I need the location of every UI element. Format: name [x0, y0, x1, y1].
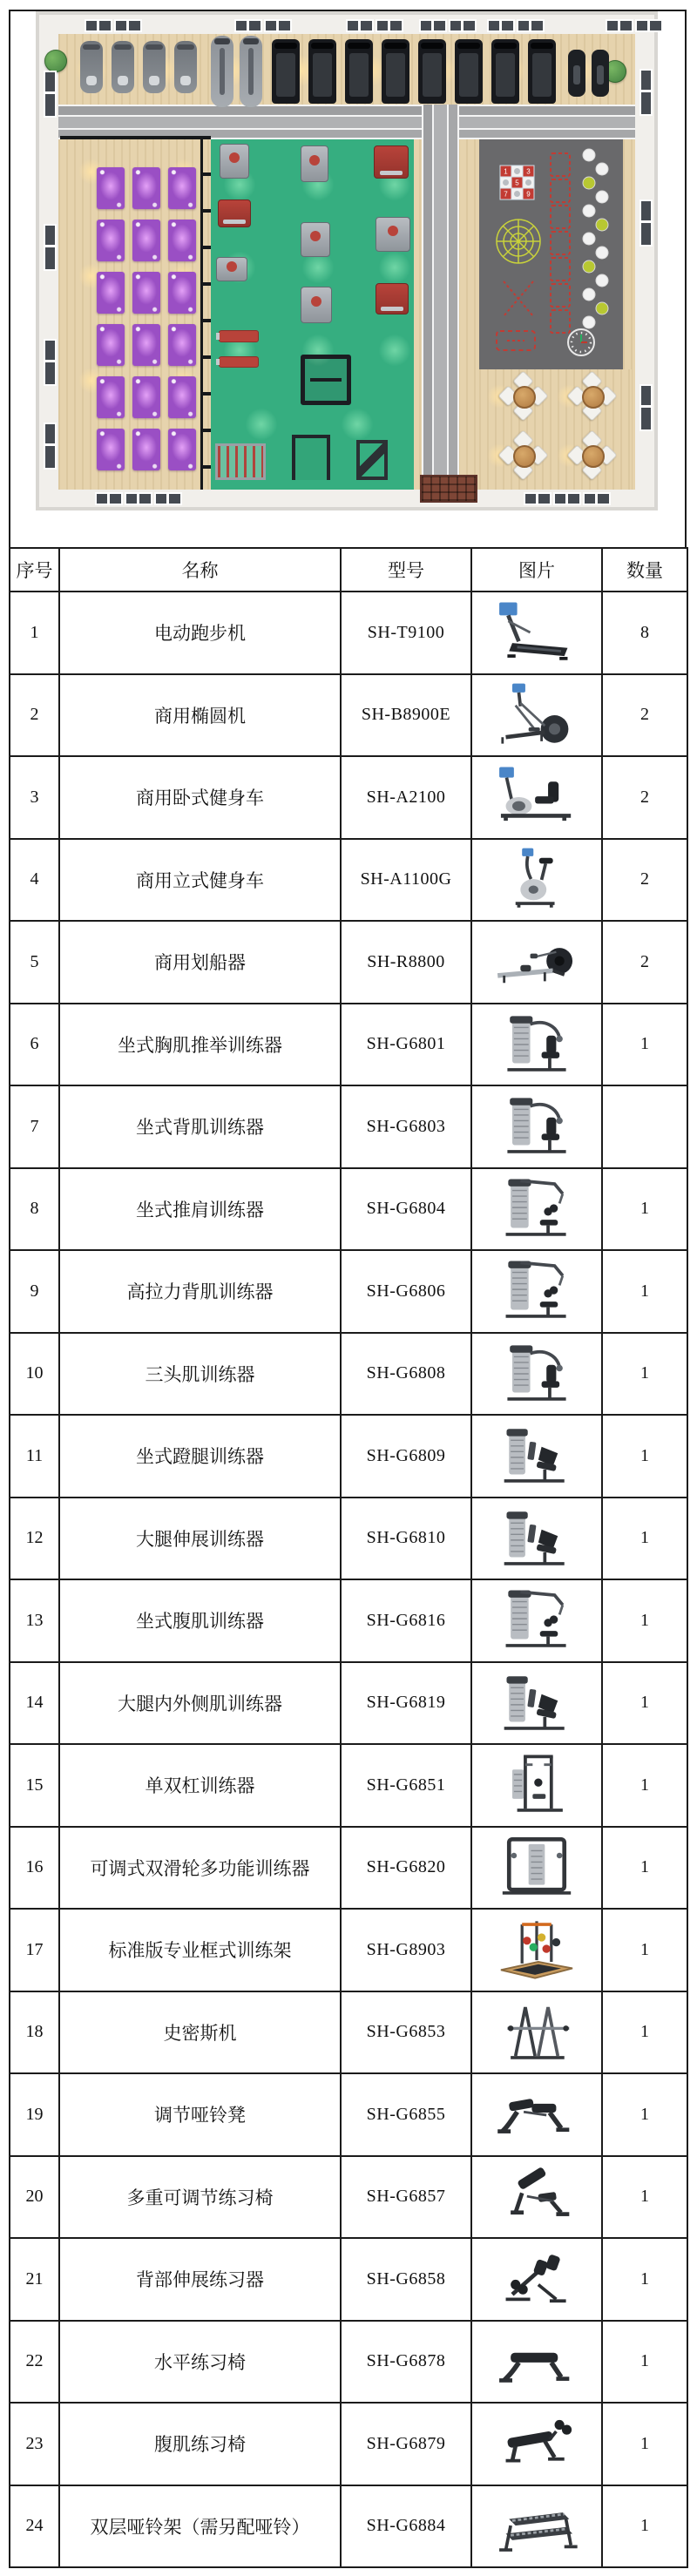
- item-quantity: 1: [602, 1333, 687, 1416]
- window-icon: [606, 19, 633, 32]
- window-icon: [95, 492, 123, 505]
- table-row: [10, 2156, 687, 2239]
- row-number: 15: [10, 1744, 59, 1827]
- item-name: 可调式双滑轮多功能训练器: [59, 1827, 341, 1910]
- yoga-mat-marker: [97, 167, 125, 209]
- item-quantity: 1: [602, 1498, 687, 1580]
- yoga-mat-marker: [97, 220, 125, 261]
- window-icon: [44, 339, 57, 386]
- recumbent-bike-icon: [485, 761, 588, 834]
- item-quantity: 2: [602, 839, 687, 922]
- row-number: 19: [10, 2073, 59, 2156]
- web-marking: [497, 220, 540, 263]
- machine-press-icon: [485, 1008, 588, 1081]
- item-photo-cell: [471, 674, 602, 757]
- item-model: SH-G6858: [341, 2238, 471, 2321]
- window-icon: [639, 384, 653, 431]
- item-name: 水平练习椅: [59, 2321, 341, 2404]
- elliptical-marker: [240, 36, 262, 107]
- rack-platform-icon: [485, 1913, 588, 1986]
- window-icon: [639, 69, 653, 116]
- table-row: [10, 1498, 687, 1580]
- row-number: 7: [10, 1085, 59, 1168]
- table-row: [10, 1250, 687, 1333]
- functional-zone: [479, 139, 623, 369]
- table-row: [10, 1827, 687, 1910]
- table-row: [10, 2238, 687, 2321]
- item-model: SH-G6819: [341, 1662, 471, 1745]
- strength-machine-marker: [220, 144, 249, 179]
- window-icon: [234, 19, 262, 32]
- table-row: [10, 756, 687, 839]
- item-photo-cell: [471, 1168, 602, 1251]
- cafe-table-marker: [582, 445, 605, 468]
- item-name: 商用划船器: [59, 921, 341, 1004]
- cafe-table-marker: [513, 386, 536, 409]
- yoga-mat-marker: [168, 429, 196, 470]
- header-qty: 数量: [602, 548, 687, 592]
- item-name: 商用立式健身车: [59, 839, 341, 922]
- window-icon: [449, 19, 477, 32]
- item-name: 标准版专业框式训练架: [59, 1909, 341, 1991]
- item-model: SH-G6809: [341, 1415, 471, 1498]
- item-name: 坐式推肩训练器: [59, 1168, 341, 1251]
- item-model: SH-G6804: [341, 1168, 471, 1251]
- window-icon: [419, 19, 447, 32]
- yoga-mat-marker: [132, 220, 160, 261]
- grid-number: 1: [504, 167, 508, 176]
- bike-marker: [143, 41, 166, 93]
- item-name: 单双杠训练器: [59, 1744, 341, 1827]
- item-quantity: 1: [602, 1004, 687, 1086]
- row-number: 8: [10, 1168, 59, 1251]
- item-name: 背部伸展练习器: [59, 2238, 341, 2321]
- rower-icon: [485, 925, 588, 998]
- row-number: 22: [10, 2321, 59, 2404]
- table-row: [10, 1909, 687, 1991]
- spin-bike-marker: [592, 50, 609, 97]
- item-photo-cell: [471, 1744, 602, 1827]
- row-number: 11: [10, 1415, 59, 1498]
- strength-machine-marker: [301, 287, 332, 323]
- yoga-mat-marker: [132, 272, 160, 314]
- plant-icon: [44, 50, 67, 72]
- item-photo-cell: [471, 2485, 602, 2568]
- item-photo-cell: [471, 2238, 602, 2321]
- gym-floorplan: [9, 10, 687, 547]
- row-number: 23: [10, 2403, 59, 2485]
- table-row: [10, 921, 687, 1004]
- item-model: SH-G8903: [341, 1909, 471, 1991]
- strength-machine-marker: [218, 199, 251, 227]
- entrance-mat: [420, 475, 477, 503]
- item-photo-cell: [471, 1004, 602, 1086]
- item-name: 三头肌训练器: [59, 1333, 341, 1416]
- item-quantity: [602, 1085, 687, 1168]
- table-row: [10, 2321, 687, 2404]
- item-photo-cell: [471, 1909, 602, 1991]
- item-model: SH-G6801: [341, 1004, 471, 1086]
- yoga-mat-marker: [168, 220, 196, 261]
- item-name: 坐式胸肌推举训练器: [59, 1004, 341, 1086]
- item-quantity: 1: [602, 1744, 687, 1827]
- grid-number: 9: [526, 190, 531, 199]
- item-model: SH-A2100: [341, 756, 471, 839]
- window-icon: [44, 71, 57, 118]
- item-model: SH-G6803: [341, 1085, 471, 1168]
- glass-partition-top: [60, 136, 211, 139]
- item-name: 腹肌练习椅: [59, 2403, 341, 2485]
- elliptical-marker: [211, 36, 233, 107]
- x-drill-marking: [504, 281, 533, 316]
- gym-building: [39, 15, 654, 507]
- equipment-table: [9, 547, 688, 2568]
- elliptical-icon: [485, 679, 588, 752]
- header-no: 序号: [10, 548, 59, 592]
- yoga-mat-marker: [132, 167, 160, 209]
- bike-marker: [112, 41, 134, 93]
- item-model: SH-G6816: [341, 1579, 471, 1662]
- bike-marker: [174, 41, 197, 93]
- item-photo-cell: [471, 1662, 602, 1745]
- table-row: [10, 2485, 687, 2568]
- treadmill-marker: [528, 39, 556, 104]
- item-quantity: 1: [602, 2156, 687, 2239]
- item-name: 大腿伸展训练器: [59, 1498, 341, 1580]
- window-icon: [553, 492, 581, 505]
- yoga-mat-marker: [168, 167, 196, 209]
- item-name: 电动跑步机: [59, 592, 341, 674]
- grid-number: 7: [504, 190, 508, 199]
- back-extension-icon: [485, 2242, 588, 2316]
- table-row: [10, 1085, 687, 1168]
- item-quantity: 1: [602, 1415, 687, 1498]
- machine-tall-icon: [485, 1173, 588, 1246]
- yoga-mat-marker: [132, 324, 160, 366]
- yoga-mat-marker: [97, 429, 125, 470]
- table-row: [10, 839, 687, 922]
- item-photo-cell: [471, 2403, 602, 2485]
- item-photo-cell: [471, 921, 602, 1004]
- item-quantity: 1: [602, 1662, 687, 1745]
- machine-tall-icon: [485, 1254, 588, 1328]
- item-photo-cell: [471, 756, 602, 839]
- tower-icon: [485, 1748, 588, 1822]
- table-row: [10, 1579, 687, 1662]
- row-number: 17: [10, 1909, 59, 1991]
- agility-ladder-marking: [551, 153, 570, 333]
- item-model: SH-G6806: [341, 1250, 471, 1333]
- item-model: SH-G6879: [341, 2403, 471, 2485]
- grid-number: 3: [526, 167, 531, 176]
- machine-leg-icon: [485, 1419, 588, 1492]
- table-row: [10, 1168, 687, 1251]
- upright-bike-icon: [485, 843, 588, 916]
- item-model: SH-G6884: [341, 2485, 471, 2568]
- walking-track-horizontal: [58, 105, 635, 139]
- window-icon: [125, 492, 152, 505]
- strength-machine-marker: [215, 443, 266, 480]
- row-number: 10: [10, 1333, 59, 1416]
- item-quantity: 8: [602, 592, 687, 674]
- row-number: 21: [10, 2238, 59, 2321]
- item-name: 大腿内外侧肌训练器: [59, 1662, 341, 1745]
- item-model: SH-G6808: [341, 1333, 471, 1416]
- item-quantity: 2: [602, 756, 687, 839]
- cafe-table-marker: [582, 386, 605, 409]
- row-number: 18: [10, 1991, 59, 2074]
- bike-marker: [80, 41, 103, 93]
- treadmill-marker: [491, 39, 519, 104]
- spin-bike-marker: [568, 50, 585, 97]
- yoga-mat-marker: [97, 272, 125, 314]
- item-name: 双层哑铃架（需另配哑铃）: [59, 2485, 341, 2568]
- walking-track-vertical: [422, 105, 459, 490]
- window-icon: [154, 492, 182, 505]
- strength-machine-marker: [292, 435, 330, 480]
- item-name: 坐式腹肌训练器: [59, 1579, 341, 1662]
- treadmill-marker: [308, 39, 336, 104]
- item-photo-cell: [471, 1085, 602, 1168]
- window-icon: [487, 19, 515, 32]
- item-model: SH-G6853: [341, 1991, 471, 2074]
- item-name: 商用卧式健身车: [59, 756, 341, 839]
- row-number: 12: [10, 1498, 59, 1580]
- item-name: 调节哑铃凳: [59, 2073, 341, 2156]
- item-model: SH-B8900E: [341, 674, 471, 757]
- table-row: [10, 1415, 687, 1498]
- clock-marking: [568, 329, 594, 355]
- smith-icon: [485, 1996, 588, 2069]
- item-name: 商用椭圆机: [59, 674, 341, 757]
- item-photo-cell: [471, 1579, 602, 1662]
- window-icon: [44, 423, 57, 470]
- item-name: 坐式背肌训练器: [59, 1085, 341, 1168]
- item-photo-cell: [471, 839, 602, 922]
- row-number: 3: [10, 756, 59, 839]
- item-quantity: 1: [602, 2073, 687, 2156]
- bench-flat-icon: [485, 2325, 588, 2398]
- header-photo: 图片: [471, 548, 602, 592]
- item-model: SH-G6878: [341, 2321, 471, 2404]
- item-photo-cell: [471, 1415, 602, 1498]
- item-photo-cell: [471, 1827, 602, 1910]
- treadmill-marker: [345, 39, 373, 104]
- window-icon: [44, 224, 57, 271]
- row-number: 20: [10, 2156, 59, 2239]
- item-model: SH-G6857: [341, 2156, 471, 2239]
- item-quantity: 1: [602, 1250, 687, 1333]
- row-number: 5: [10, 921, 59, 1004]
- item-name: 高拉力背肌训练器: [59, 1250, 341, 1333]
- item-quantity: 1: [602, 1991, 687, 2074]
- window-icon: [264, 19, 292, 32]
- item-model: SH-G6820: [341, 1827, 471, 1910]
- item-quantity: 1: [602, 2238, 687, 2321]
- window-icon: [346, 19, 374, 32]
- strength-machine-marker: [219, 356, 259, 368]
- row-number: 2: [10, 674, 59, 757]
- strength-machine-marker: [216, 257, 247, 281]
- item-photo-cell: [471, 592, 602, 674]
- row-number: 16: [10, 1827, 59, 1910]
- item-quantity: 1: [602, 2485, 687, 2568]
- yoga-mat-marker: [168, 376, 196, 418]
- item-model: SH-A1100G: [341, 839, 471, 922]
- strength-machine-marker: [374, 145, 409, 179]
- row-number: 14: [10, 1662, 59, 1745]
- item-photo-cell: [471, 1333, 602, 1416]
- item-photo-cell: [471, 2156, 602, 2239]
- window-icon: [583, 492, 611, 505]
- machine-tall-icon: [485, 1584, 588, 1657]
- item-quantity: 1: [602, 1827, 687, 1910]
- row-number: 4: [10, 839, 59, 922]
- machine-press-icon: [485, 1090, 588, 1163]
- treadmill-marker: [455, 39, 483, 104]
- item-quantity: 1: [602, 2321, 687, 2404]
- item-quantity: 1: [602, 1579, 687, 1662]
- item-photo-cell: [471, 1498, 602, 1580]
- item-quantity: 1: [602, 1168, 687, 1251]
- item-photo-cell: [471, 1250, 602, 1333]
- table-row: [10, 592, 687, 674]
- item-model: SH-G6855: [341, 2073, 471, 2156]
- strength-machine-marker: [301, 222, 330, 257]
- window-icon: [376, 19, 403, 32]
- header-model: 型号: [341, 548, 471, 592]
- machine-leg-icon: [485, 1502, 588, 1575]
- row-number: 1: [10, 592, 59, 674]
- table-row: [10, 2073, 687, 2156]
- yoga-mat-marker: [97, 324, 125, 366]
- item-photo-cell: [471, 2321, 602, 2404]
- table-row: [10, 1333, 687, 1416]
- item-quantity: 2: [602, 921, 687, 1004]
- table-row: [10, 2403, 687, 2485]
- window-icon: [517, 19, 545, 32]
- table-row: [10, 1991, 687, 2074]
- row-number: 13: [10, 1579, 59, 1662]
- strength-machine-marker: [301, 145, 328, 182]
- treadmill-marker: [272, 39, 300, 104]
- item-model: SH-T9100: [341, 592, 471, 674]
- table-row: [10, 1004, 687, 1086]
- row-number: 6: [10, 1004, 59, 1086]
- row-number: 9: [10, 1250, 59, 1333]
- item-quantity: 1: [602, 1909, 687, 1991]
- item-model: SH-G6851: [341, 1744, 471, 1827]
- yoga-mat-marker: [132, 429, 160, 470]
- table-row: [10, 1662, 687, 1745]
- equipment-table-body: [10, 592, 687, 2567]
- strength-machine-marker: [219, 330, 259, 342]
- strength-machine-marker: [301, 355, 351, 405]
- bench-incline-icon: [485, 2160, 588, 2234]
- treadmill-marker: [418, 39, 446, 104]
- row-number: 24: [10, 2485, 59, 2568]
- item-photo-cell: [471, 2073, 602, 2156]
- window-icon: [85, 19, 112, 32]
- window-icon: [635, 19, 663, 32]
- treadmill-icon: [485, 596, 588, 669]
- item-name: 多重可调节练习椅: [59, 2156, 341, 2239]
- bracket-marking: [497, 331, 535, 350]
- item-model: SH-G6810: [341, 1498, 471, 1580]
- item-name: 史密斯机: [59, 1991, 341, 2074]
- yoga-mat-marker: [168, 272, 196, 314]
- grid-number: 5: [515, 179, 519, 187]
- item-name: 坐式蹬腿训练器: [59, 1415, 341, 1498]
- window-icon: [114, 19, 142, 32]
- functional-zone-markings: [479, 139, 623, 369]
- item-photo-cell: [471, 1991, 602, 2074]
- table-row: [10, 674, 687, 757]
- window-icon: [524, 492, 552, 505]
- strength-machine-marker: [376, 283, 409, 314]
- machine-leg-icon: [485, 1667, 588, 1740]
- yoga-mat-marker: [132, 376, 160, 418]
- strength-machine-marker: [376, 217, 410, 252]
- item-model: SH-R8800: [341, 921, 471, 1004]
- yoga-mat-marker: [168, 324, 196, 366]
- ab-bench-icon: [485, 2407, 588, 2480]
- cafe-table-marker: [513, 445, 536, 468]
- table-row: [10, 1744, 687, 1827]
- item-quantity: 1: [602, 2403, 687, 2485]
- window-icon: [639, 199, 653, 247]
- cable-frame-icon: [485, 1831, 588, 1904]
- treadmill-marker: [382, 39, 409, 104]
- yoga-mat-marker: [97, 376, 125, 418]
- header-name: 名称: [59, 548, 341, 592]
- bench-adjustable-icon: [485, 2078, 588, 2151]
- strength-machine-marker: [356, 440, 388, 480]
- item-quantity: 2: [602, 674, 687, 757]
- dumbbell-rack-icon: [485, 2490, 588, 2563]
- dot-drill-marking: [583, 149, 608, 328]
- machine-press-icon: [485, 1337, 588, 1410]
- equipment-table-header: [10, 548, 687, 592]
